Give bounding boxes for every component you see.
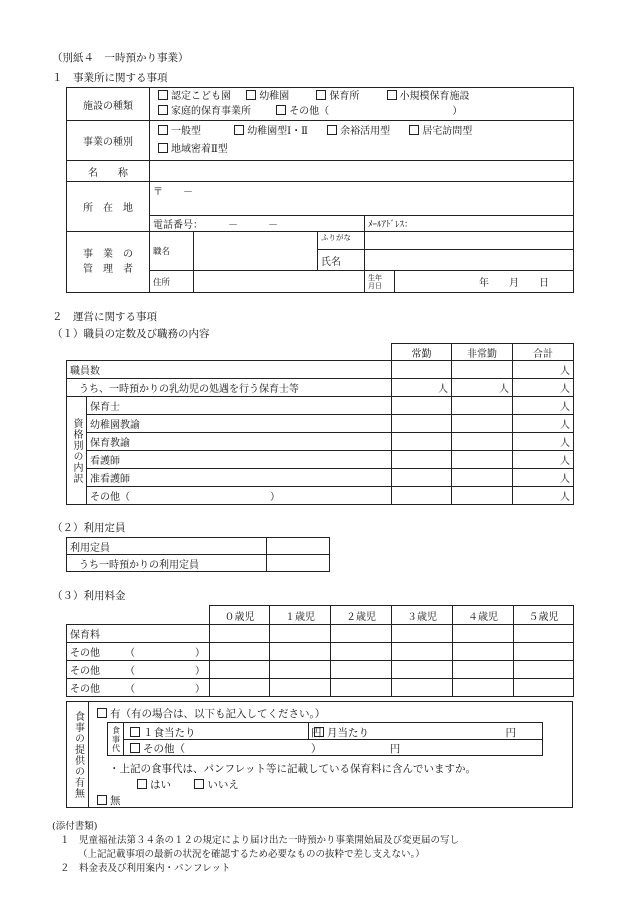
meal-cost-box [107, 722, 543, 756]
col-parttime: 非常勤 [452, 344, 513, 361]
age-header: ３歳児 [392, 606, 453, 625]
meal-question-answers[interactable]: はい いいえ [137, 777, 239, 792]
checkbox-icon[interactable] [158, 125, 168, 135]
age-header: ０歳児 [210, 606, 270, 625]
checkbox-icon[interactable] [387, 90, 397, 100]
fullname-field[interactable] [365, 250, 574, 271]
manager-label: 事 業 の 管 理 者 [67, 232, 150, 293]
checkbox-icon[interactable] [158, 143, 168, 153]
checkbox-icon[interactable] [316, 90, 326, 100]
fee-row-label: その他 （ ） [67, 679, 210, 697]
address-label: 所 在 地 [67, 182, 150, 232]
per-month-option[interactable]: 月当たり 円 [314, 725, 516, 740]
residence-field[interactable] [194, 271, 365, 293]
birth-label: 生年 月日 [365, 271, 395, 293]
role-label: その他（ ） [87, 487, 392, 505]
name-label: 名 称 [67, 161, 150, 182]
postal-field[interactable]: 〒 － [150, 182, 574, 216]
attach-title: (添付書類) [52, 821, 98, 832]
fee-table [66, 605, 574, 697]
meal-no-option[interactable]: 無 [97, 793, 121, 808]
furigana-field[interactable] [365, 232, 574, 250]
age-header: ５歳児 [514, 606, 574, 625]
email-field[interactable]: ﾒｰﾙｱﾄﾞﾚｽ： [365, 216, 574, 232]
checkbox-icon[interactable] [130, 743, 140, 753]
capacity-total-label: 利用定員 [67, 538, 267, 555]
checkbox-icon[interactable] [137, 779, 147, 789]
post-label: 職名 [150, 232, 194, 271]
role-label: 保育士 [87, 397, 392, 415]
checkbox-icon[interactable] [158, 90, 168, 100]
name-field[interactable] [150, 161, 574, 182]
meal-label: 食事の提供の有無 [67, 702, 89, 807]
capacity-temp-label: うち一時預かりの利用定員 [67, 555, 267, 572]
checkbox-icon[interactable] [158, 105, 168, 115]
col-fulltime: 常勤 [392, 344, 452, 361]
fee-row-label: その他 （ ） [67, 661, 210, 679]
checkbox-icon[interactable] [314, 727, 324, 737]
attach-item-1-note: （上記記載事項の最新の状況を確認するため必要なものの抜粋で差し支えない。） [78, 849, 425, 860]
business-type-label: 事業の種別 [67, 121, 150, 161]
checkbox-icon[interactable] [130, 727, 140, 737]
attach-item-1: １ 児童福祉法第３４条の１２の規定により届け出た一時預かり事業開始届及び変更届の写し [60, 835, 460, 846]
section-1-title: １ 事業所に関する事項 [52, 72, 168, 84]
meal-section [66, 701, 573, 808]
breakdown-label: 資格別の内訳 [67, 397, 87, 505]
capacity-total-field[interactable] [267, 538, 330, 555]
per-meal-option[interactable]: １食当たり 円 [130, 725, 322, 740]
staff-total-label: 職員数 [67, 361, 392, 379]
staff-temp-label: うち、一時預かりの乳幼児の処遇を行う保育士等 [67, 379, 392, 397]
meal-yes-option[interactable]: 有（有の場合は、以下も記入してください。） [97, 706, 325, 721]
business-type-options[interactable]: 一般型 幼稚園型Ⅰ・Ⅱ 余裕活用型 居宅訪問型 地域密着Ⅱ型 [150, 121, 574, 161]
facility-type-options[interactable]: 認定こども園 幼稚園 保育所 小規模保育施設 家庭的保育事業所 その他（ ） [150, 88, 574, 121]
fullname-label: 氏名 [318, 250, 365, 271]
checkbox-icon[interactable] [327, 125, 337, 135]
residence-label: 住所 [150, 271, 194, 293]
document-title: （別紙４ 一時預かり事業） [52, 52, 189, 64]
unit: 人 [513, 361, 574, 379]
furigana-label: ふりがな [318, 232, 365, 250]
age-header: ２歳児 [331, 606, 392, 625]
post-field[interactable] [194, 232, 318, 271]
checkbox-icon[interactable] [97, 795, 107, 805]
role-label: 准看護師 [87, 469, 392, 487]
staff-subtitle: （１）職員の定数及び職務の内容 [52, 328, 210, 340]
checkbox-icon[interactable] [276, 105, 286, 115]
capacity-table [66, 537, 330, 572]
role-label: 保育教諭 [87, 433, 392, 451]
age-header: ４歳児 [453, 606, 514, 625]
checkbox-icon[interactable] [194, 779, 204, 789]
fee-row-label: その他 （ ） [67, 643, 210, 661]
fee-row-label: 保育料 [67, 625, 210, 643]
facility-info-table [66, 87, 574, 293]
fee-subtitle: （３）利用料金 [52, 590, 126, 602]
role-label: 看護師 [87, 451, 392, 469]
checkbox-icon[interactable] [97, 708, 107, 718]
checkbox-icon[interactable] [234, 125, 244, 135]
role-label: 幼稚園教諭 [87, 415, 392, 433]
facility-type-label: 施設の種類 [67, 88, 150, 121]
phone-field[interactable]: 電話番号： － － [150, 216, 365, 232]
capacity-temp-field[interactable] [267, 555, 330, 572]
capacity-subtitle: （２）利用定員 [52, 522, 126, 534]
meal-question: ・上記の食事代は、パンフレット等に記載している保育料に含んでいますか。 [109, 763, 476, 775]
birth-field[interactable]: 年 月 日 [395, 271, 574, 293]
section-2-title: ２ 運営に関する事項 [52, 311, 157, 323]
attach-item-2: ２ 料金表及び利用案内・パンフレット [60, 863, 231, 874]
checkbox-icon[interactable] [246, 90, 256, 100]
meal-cost-label: 食事代 [108, 723, 124, 755]
meal-other-option[interactable]: その他（ ） 円 [130, 741, 400, 756]
checkbox-icon[interactable] [409, 125, 419, 135]
col-total: 合計 [513, 344, 574, 361]
age-header: １歳児 [270, 606, 331, 625]
staff-table: 常勤 非常勤 合計 職員数 人 うち、一時預かりの乳幼児の処遇を行う保育士等 人 人 人 資格別の内訳 保育士 人 幼稚園教諭 人 保育教諭 人 看護師 人 准看護師 人 その他（ ） 人 [66, 343, 574, 505]
